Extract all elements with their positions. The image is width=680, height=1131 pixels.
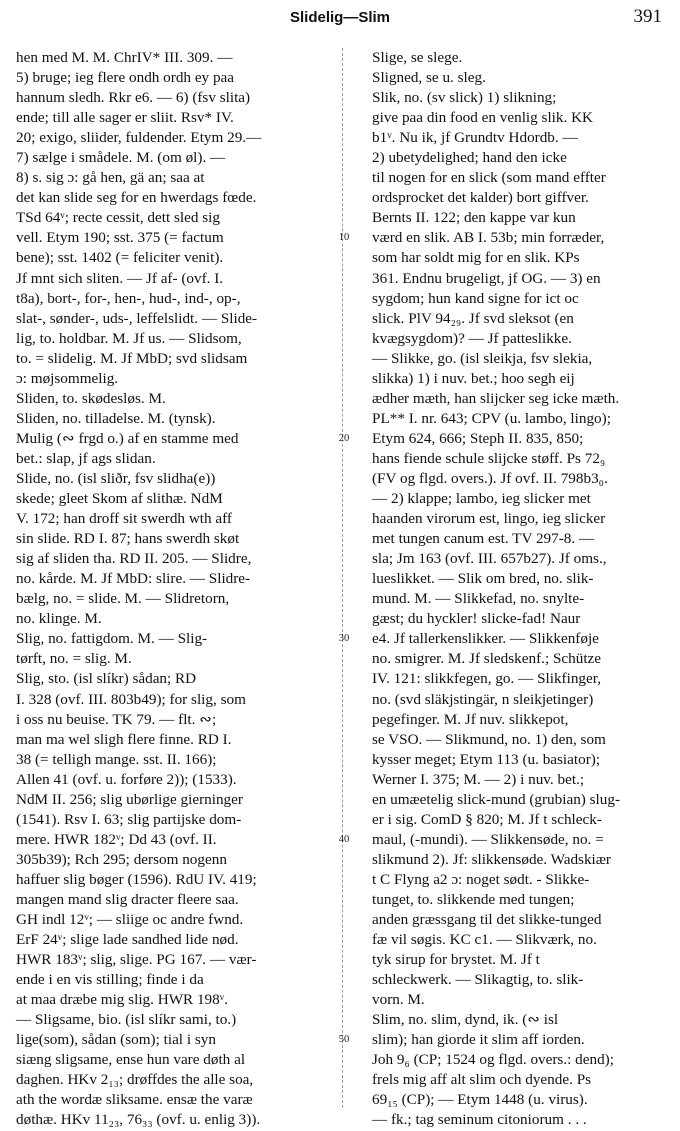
text-line: det kan slide seg for en hwerdags fœde.: [16, 189, 257, 207]
text-line: ɔ: møjsommelig.: [16, 369, 119, 387]
right-column: [372, 48, 670, 1129]
text-line: (FV og flgd. overs.). Jf ovf. II. 798b3₀.: [372, 469, 608, 487]
text-line: no. kårde. M. Jf MbD: slire. — Slidre-: [16, 570, 251, 588]
text-line: V. 172; han droff sit swerdh wth aff: [16, 510, 232, 528]
page-number: 391: [633, 6, 662, 27]
text-line: b1ᵛ. Nu ik, jf Grundtv Hdordb. —: [372, 129, 578, 147]
text-line: 2) ubetydelighed; hand den icke: [372, 149, 567, 167]
text-line: Bernts II. 122; den kappe var kun: [372, 209, 576, 227]
text-line: Jf mnt sich sliten. — Jf af- (ovf. I.: [16, 269, 224, 287]
text-line: e4. Jf tallerkenslikker. — Slikkenføje: [372, 630, 599, 648]
text-line: er i sig. ComD § 820; M. Jf t schleck-: [372, 810, 602, 828]
text-line: værd en slik. AB I. 53b; min forræder,: [372, 229, 605, 247]
text-line: haanden virorum est, lingo, ieg slicker: [372, 510, 606, 528]
text-line: anden græssgang til det slikke-tunged: [372, 911, 602, 929]
text-line: en umæetelig slick-mund (grubian) slug-: [372, 790, 621, 808]
text-line: — Slikke, go. (isl sleikja, fsv slekia,: [372, 349, 593, 367]
text-line: give paa din food en venlig slik. KK: [372, 109, 594, 127]
text-line: ædher mæth, han slijcker seg icke mæth.: [372, 389, 620, 407]
text-line: t C Flyng a2 ɔ: noget sødt. - Slikke-: [372, 870, 590, 888]
text-line: Slig, sto. (isl slíkr) sådan; RD: [16, 670, 197, 688]
text-line: Sligned, se u. sleg.: [372, 69, 486, 87]
text-line: Sliden, no. tilladelse. M. (tynsk).: [16, 409, 216, 427]
text-line: 361. Endnu brugeligt, jf OG. — 3) en: [372, 269, 601, 287]
text-line: pegefinger. M. Jf nuv. slikkepot,: [372, 710, 569, 728]
text-line: — fk.; tag seminum citoniorum . . .: [372, 1111, 587, 1129]
text-line: bælg, no. = slide. M. — Slidretorn,: [16, 590, 230, 608]
text-line: hen med M. M. ChrIV* III. 309. —: [16, 49, 233, 66]
text-line: 7) sælge i smådele. M. (om øl). —: [16, 149, 226, 167]
line-number-marker: 10: [338, 232, 350, 244]
text-line: sin slide. RD I. 87; hans swerdh skøt: [16, 530, 240, 548]
text-line: slat-, sønder-, uds-, leffelslidt. — Slide-: [16, 309, 258, 327]
text-line: Joh 9₆ (CP; 1524 og flgd. overs.: dend);: [372, 1051, 614, 1069]
text-line: 38 (= telligh mange. sst. II. 166);: [16, 750, 217, 768]
text-line: NdM II. 256; slig ubørlige gierninger: [16, 790, 243, 808]
text-line: hans fiende schule slijcke støff. Ps 72₉: [372, 449, 606, 467]
text-line: at maa dræbe mig slig. HWR 198ᵛ.: [16, 991, 228, 1009]
text-line: fæ vil søgis. KC c1. — Slikværk, no.: [372, 931, 597, 949]
text-line: slikmund 2). Jf: slikkensøde. Wadskiær: [372, 850, 611, 868]
text-line: lig, to. holdbar. M. Jf us. — Slidsom,: [16, 329, 242, 347]
text-line: no. (svd släkjstingär, n sleikjetinger): [372, 690, 594, 708]
left-column: [16, 48, 328, 1129]
column-divider: [342, 48, 343, 1108]
line-number-marker: 20: [338, 432, 350, 444]
text-line: kysser meget; Etym 113 (u. basiator);: [372, 750, 601, 768]
text-line: 305b39); Rch 295; dersom nogenn: [16, 850, 227, 868]
text-line: Etym 624, 666; Steph II. 835, 850;: [372, 429, 584, 447]
text-line: sygdom; hun kand signe for ict oc: [372, 289, 579, 307]
text-line: daghen. HKv 2₁₃; drøffdes the alle soa,: [16, 1071, 254, 1089]
text-line: ordsprocket det kalder) bort giffver.: [372, 189, 589, 207]
text-line: slim); han giorde it slim aff iorden.: [372, 1031, 585, 1049]
text-line: I. 328 (ovf. III. 803b49); for slig, som: [16, 690, 246, 708]
text-line: lige(som), sådan (som); tial i syn: [16, 1031, 216, 1049]
text-line: ErF 24ᵛ; slige lade sandhed lide nød.: [16, 931, 239, 949]
line-number-marker: 30: [338, 633, 350, 645]
text-line: man ma wel sligh flere finne. RD I.: [16, 730, 232, 748]
text-line: no. smigrer. M. Jf sledskenf.; Schütze: [372, 650, 602, 668]
text-line: 20; exigo, sliider, fuldender. Etym 29.—: [16, 129, 262, 147]
text-line: mangen mand slig dracter fleere saa.: [16, 890, 239, 908]
line-number-marker: 50: [338, 1034, 350, 1046]
text-line: gæst; du hyckler! slicke-fad! Naur: [372, 610, 581, 628]
text-line: mund. M. — Slikkefad, no. snylte-: [372, 590, 585, 608]
text-line: se VSO. — Slikmund, no. 1) den, som: [372, 730, 606, 748]
text-line: hannum sledh. Rkr e6. — 6) (fsv slita): [16, 89, 251, 107]
text-line: (1541). Rsv I. 63; slig partijske dom-: [16, 810, 242, 828]
text-line: Sliden, to. skødesløs. M.: [16, 389, 166, 407]
running-head: Slidelig—Slim: [289, 9, 391, 26]
text-line: døthæ. HKv 11₂₃, 76₃₃ (ovf. u. enlig 3)).: [16, 1111, 261, 1129]
text-line: Slik, no. (sv slick) 1) slikning;: [372, 89, 557, 107]
text-line: tørft, no. = slig. M.: [16, 650, 132, 668]
text-line: i oss nu beuise. TK 79. — flt. ∾;: [16, 710, 217, 728]
text-line: som har soldt mig for en slik. KPs: [372, 249, 580, 267]
text-line: kvægsygdom)? — Jf patteslikke.: [372, 329, 572, 347]
text-line: sla; Jm 163 (ovf. III. 657b27). Jf oms.,: [372, 550, 607, 568]
text-line: schleckwerk. — Slikagtig, to. slik-: [372, 971, 584, 989]
text-line: vell. Etym 190; sst. 375 (= factum: [16, 229, 224, 247]
text-line: tyk sirup for brystet. M. Jf t: [372, 951, 540, 969]
text-line: sig af sliden tha. RD II. 205. — Slidre,: [16, 550, 252, 568]
text-line: to. = slidelig. M. Jf MbD; svd slidsam: [16, 349, 248, 367]
text-line: GH indl 12ᵛ; — sliige oc andre fwnd.: [16, 911, 244, 929]
text-line: bene); sst. 1402 (= feliciter venit).: [16, 249, 224, 267]
text-line: t8a), bort-, for-, hen-, hud-, ind-, op-,: [16, 289, 241, 307]
line-number-marker: 40: [338, 833, 350, 845]
text-line: Werner I. 375; M. — 2) i nuv. bet.;: [372, 770, 585, 788]
text-line: siæng sligsame, ense hun vare døth al: [16, 1051, 246, 1069]
text-line: IV. 121: slikkfegen, go. — Slikfinger,: [372, 670, 602, 688]
text-line: Slide, no. (isl sliðr, fsv slidha(e)): [16, 469, 216, 487]
text-line: no. klinge. M.: [16, 610, 102, 628]
text-line: maul, (-mundi). — Slikkensøde, no. =: [372, 830, 604, 848]
text-line: haffuer slig bøger (1596). RdU IV. 419;: [16, 870, 257, 888]
page-header: [0, 0, 680, 40]
text-line: 5) bruge; ieg flere ondh ordh ey paa: [16, 69, 235, 87]
text-line: til nogen for en slick (som mand effter: [372, 169, 606, 187]
text-line: PL** I. nr. 643; CPV (u. lambo, lingo);: [372, 409, 611, 427]
text-line: 8) s. sig ɔ: gå hen, gä an; saa at: [16, 169, 205, 187]
text-line: 69₁₅ (CP); — Etym 1448 (u. virus).: [372, 1091, 588, 1109]
text-line: bet.: slap, jf ags slidan.: [16, 449, 156, 467]
text-line: tunget, to. slikkende med tungen;: [372, 890, 575, 908]
text-line: HWR 183ᵛ; slig, slige. PG 167. — vær-: [16, 951, 257, 969]
text-line: ath the wordæ sliksame. ensæ the varæ: [16, 1091, 253, 1109]
text-line: frels mig aff alt slim och dyende. Ps: [372, 1071, 592, 1089]
text-line: Slim, no. slim, dynd, ik. (∾ isl: [372, 1011, 559, 1029]
text-line: lueslikket. — Slik om bred, no. slik-: [372, 570, 594, 588]
text-line: vorn. M.: [372, 991, 425, 1009]
text-line: ende i en vis stilling; finde i da: [16, 971, 204, 989]
text-line: TSd 64ᵛ; recte cessit, dett sled sig: [16, 209, 220, 227]
text-line: Mulig (∾ frgd o.) af en stamme med: [16, 429, 239, 447]
text-line: — 2) klappe; lambo, ieg slicker met: [372, 490, 591, 508]
text-line: slikka) 1) i nuv. bet.; hoo segh eij: [372, 369, 575, 387]
text-line: — Sligsame, bio. (isl slíkr sami, to.): [16, 1011, 237, 1029]
text-line: mere. HWR 182ᵛ; Dd 43 (ovf. II.: [16, 830, 217, 848]
text-line: met tungen canum est. TV 297-8. —: [372, 530, 595, 548]
text-line: Slig, no. fattigdom. M. — Slig-: [16, 630, 208, 648]
text-line: skede; gleet Skom af slithæ. NdM: [16, 490, 223, 508]
text-line: slick. PlV 94₂₉. Jf svd sleksot (en: [372, 309, 574, 327]
text-line: Slige, se slege.: [372, 49, 463, 66]
text-line: ende; till alle sager er sliit. Rsv* IV.: [16, 109, 234, 127]
text-line: Allen 41 (ovf. u. forføre 2)); (1533).: [16, 770, 237, 788]
